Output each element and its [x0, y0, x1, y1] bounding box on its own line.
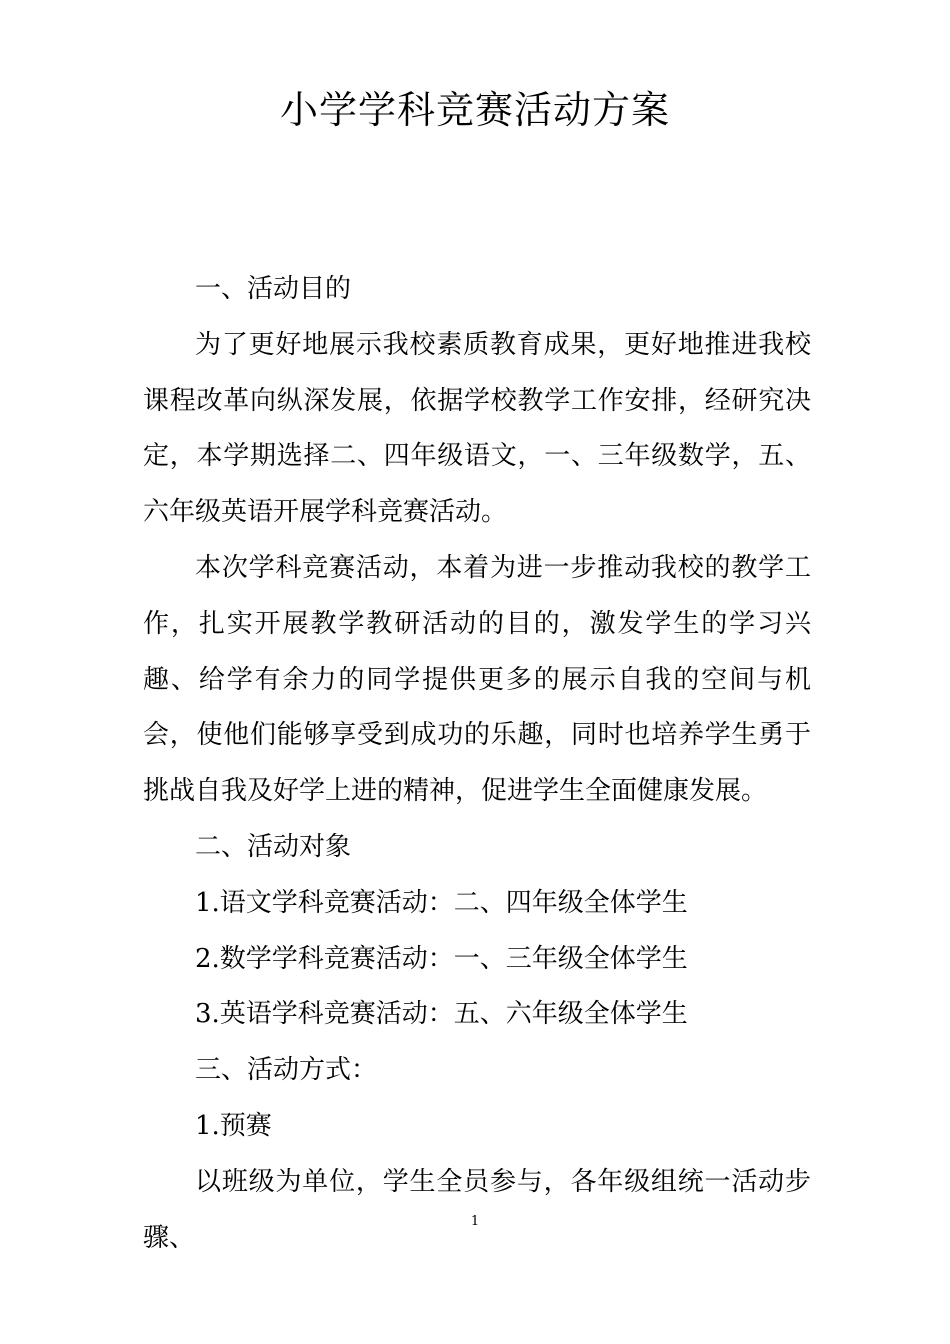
list-item: 3.英语学科竞赛活动：五、六年级全体学生 — [195, 999, 688, 1030]
paragraph: 以班级为单位，学生全员参与，各年级组统一活动步骤、 — [143, 1166, 811, 1253]
section-heading-participants: 二、活动对象 — [195, 831, 352, 862]
paragraph: 为了更好地展示我校素质教育成果，更好地推进我校课程改革向纵深发展，依据学校教学工作安排，经研究决定，本学期选择二、四年级语文，一、三年级数学，五、六年级英语开展学科竞赛活动。 — [143, 329, 811, 528]
page-number: 1 — [470, 1214, 480, 1229]
paragraph: 本次学科竞赛活动，本着为进一步推动我校的教学工作，扎实开展教学教研活动的目的，激发学生的学习兴趣、给学有余力的同学提供更多的展示自我的空间与机会，使他们能够享受到成功的乐趣，同时也培养学生勇于挑战自我及好学上进的精神，促进学生全面健康发展。 — [143, 552, 811, 807]
list-item: 2.数学学科竞赛活动：一、三年级全体学生 — [195, 943, 688, 974]
section-heading-purpose: 一、活动目的 — [195, 274, 352, 304]
document-body — [143, 262, 811, 1266]
list-item: 1.语文学科竞赛活动：二、四年级全体学生 — [195, 887, 688, 918]
section-heading-format: 三、活动方式： — [195, 1055, 378, 1086]
document-title: 小学学科竞赛活动方案 — [279, 88, 670, 132]
subsection-heading-preliminary: 1.预赛 — [195, 1110, 272, 1141]
